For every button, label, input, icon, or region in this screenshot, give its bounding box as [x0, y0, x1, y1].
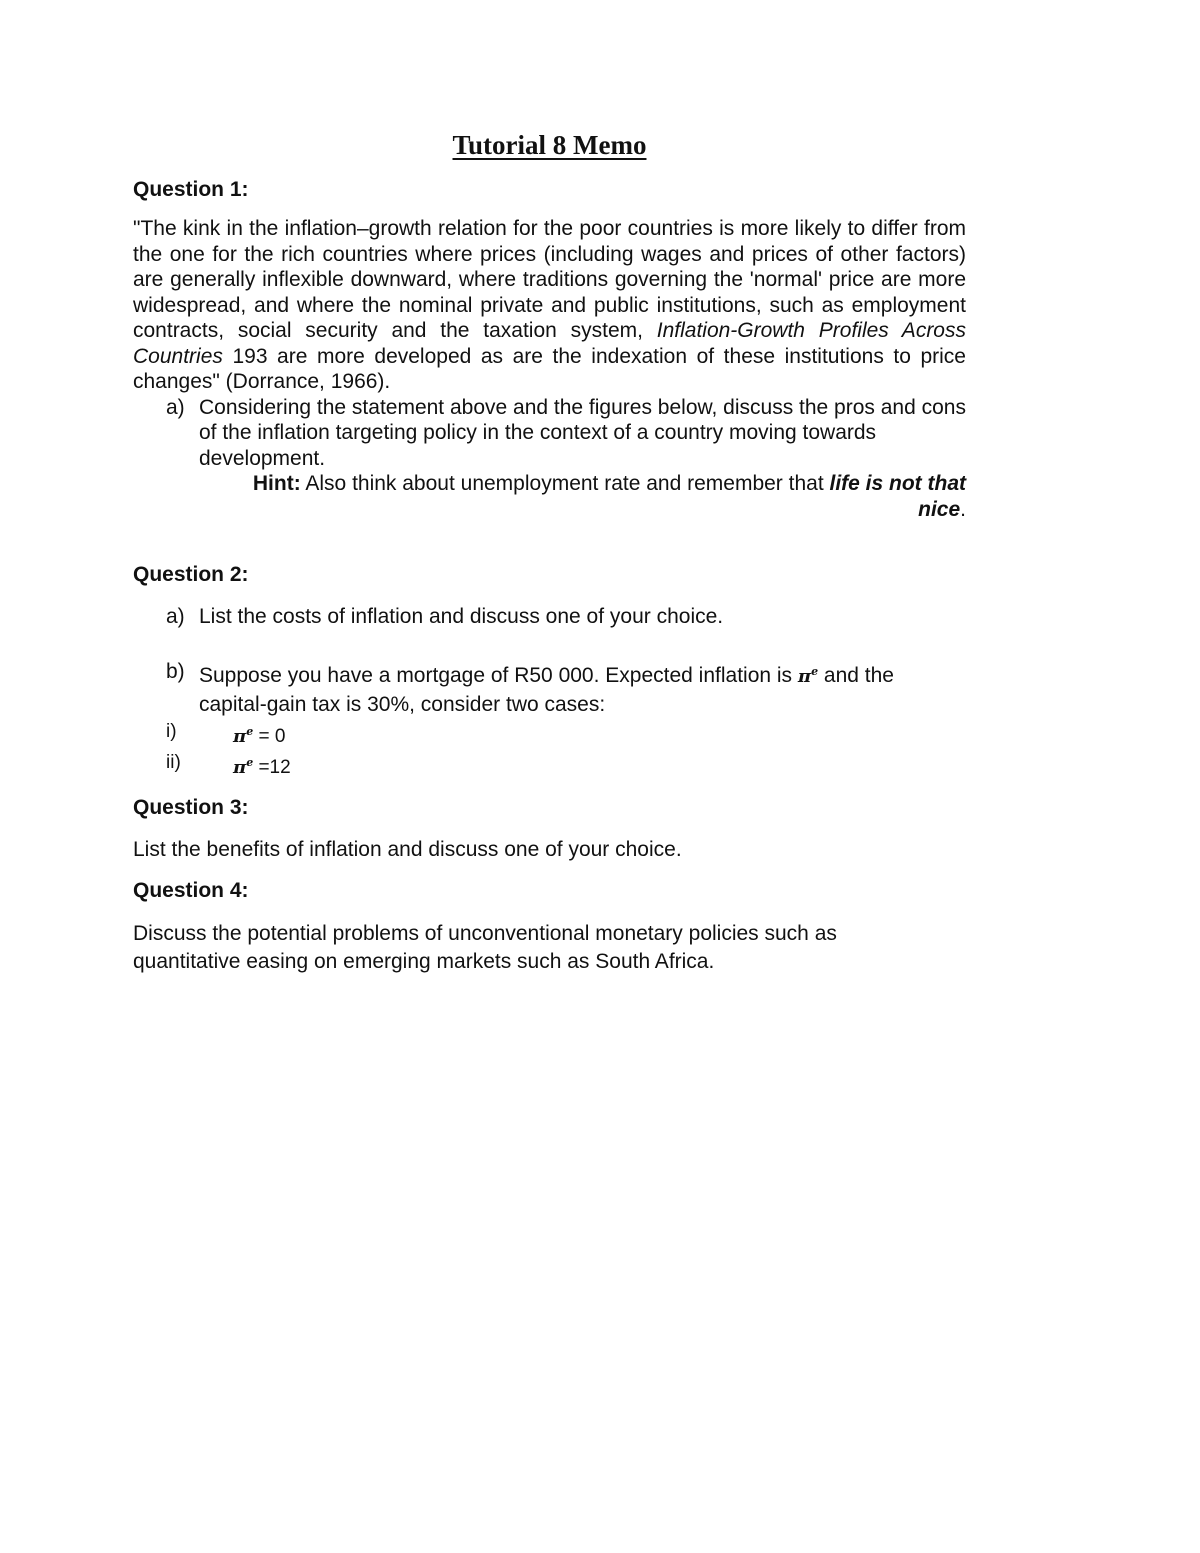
- case-marker: ii): [166, 751, 181, 773]
- case-ii-value: =12: [253, 756, 291, 778]
- quote-text-end: 193 are more developed as are the indexation of these institutions to price changes" (Dorrance, 1966).: [133, 344, 966, 393]
- question-4-text: Discuss the potential problems of unconventional monetary policies such as quantitative easing on emerging markets such as South Africa.: [133, 922, 837, 973]
- question-2-part-b: [133, 658, 966, 719]
- hint-text: Also think about unemployment rate and remember that: [300, 472, 830, 495]
- question-1-part-a: [133, 395, 966, 472]
- document-page: [133, 130, 966, 976]
- question-2-part-a: [133, 604, 966, 630]
- hint-emphasis: life is not that nice: [829, 472, 966, 521]
- part-a-text: Considering the statement above and the figures below, discuss the pros and cons of the inflation targeting policy in the context of a country moving towards development.: [199, 395, 966, 470]
- question-3-text: List the benefits of inflation and discuss one of your choice.: [133, 837, 682, 861]
- hint-end: .: [960, 497, 966, 521]
- page-title: Tutorial 8 Memo: [452, 130, 647, 160]
- part-marker: a): [166, 605, 185, 628]
- question-2-heading: Question 2:: [133, 563, 249, 586]
- part-marker: a): [166, 395, 185, 419]
- case-i-value: = 0: [253, 725, 286, 747]
- question-1-heading: Question 1:: [133, 178, 249, 201]
- hint-label: Hint:: [252, 472, 301, 495]
- part-b-text-2: and the capital-gain tax is 30%, consider two cases:: [199, 663, 894, 716]
- case-ii: [133, 750, 966, 781]
- quote-italic-title: Inflation-Growth Profiles Across Countries: [133, 319, 966, 368]
- pi-e-symbol: $\pi^e$: [233, 755, 254, 778]
- part-marker: b): [166, 659, 185, 683]
- pi-e-symbol: $\pi^e$: [233, 724, 254, 747]
- case-marker: i): [166, 720, 177, 742]
- question-4-heading: Question 4:: [133, 879, 249, 902]
- part-b-text-1: Suppose you have a mortgage of R50 000. Expected inflation is: [199, 663, 798, 687]
- quote-text-start: "The kink in the inflation–growth relation for the poor countries is more likely to differ from the one for the rich countries where prices (including wages and prices of other factors) are generally inflexible downward, where traditions governing the 'normal' price are more widespread, and where the nominal private and public institutions, such as employment contracts, social security and the taxation system,: [133, 217, 966, 342]
- question-3-heading: Question 3:: [133, 795, 249, 819]
- question-1-quote: [133, 216, 966, 395]
- hint-paragraph: [133, 471, 966, 522]
- case-i: [133, 719, 966, 750]
- pi-e-symbol: $\pi^e$: [797, 664, 819, 687]
- part-a-text: List the costs of inflation and discuss one of your choice.: [199, 605, 724, 628]
